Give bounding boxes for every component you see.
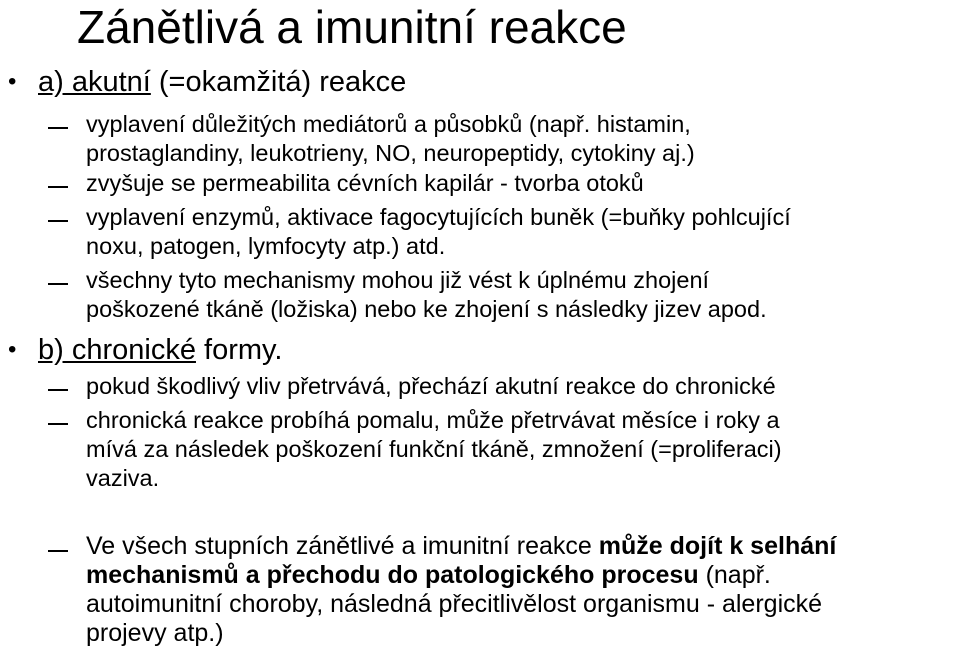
dash-icon [48,220,68,222]
section-a-item-4 [86,266,767,324]
section-b-item-2-line-1: chronická reakce probíhá pomalu, může přetrvávat měsíce i roky a [86,407,780,433]
section-a-item-2-line-1: zvyšuje se permeabilita cévních kapilár - tvorba otoků [86,170,644,196]
dash-icon [48,283,68,285]
section-b-heading [8,334,283,366]
final-line-3: autoimunitní choroby, následná přecitlivělost organismu - alergické [86,590,823,618]
final-line-1 [86,532,836,561]
final-line-2 [86,561,836,590]
section-a-heading [8,66,407,98]
final-bold-2: mechanismů a přechodu do patologického procesu [86,561,699,589]
section-a-suffix: (=okamžitá) reakce [150,66,407,98]
dash-icon [48,423,68,425]
section-b-item-2-line-2: mívá za následek poškození funkční tkáně, zmnožení (=proliferaci) [86,436,782,462]
dash-icon [48,127,68,129]
section-a-item-3 [86,203,791,261]
dash-icon [48,550,68,552]
section-a-item-1-line-1: vyplavení důležitých mediátorů a působků (např. histamin, [86,111,691,137]
final-statement [86,532,836,648]
bullet-icon: • [8,68,17,95]
bullet-icon: • [8,336,17,363]
final-line-4: projevy atp.) [86,619,224,647]
section-b-suffix: formy. [195,334,283,366]
slide-title: Zánětlivá a imunitní reakce [77,1,627,53]
section-a-item-4-line-1: všechny tyto mechanismy mohou již vést k úplnému zhojení [86,267,710,293]
section-a-item-4-line-2: poškozené tkáně (ložiska) nebo ke zhojení s následky jizev apod. [86,296,767,322]
section-b-item-2 [86,406,782,493]
section-a-item-2 [86,169,644,198]
section-a-item-3-line-1: vyplavení enzymů, aktivace fagocytujících buněk (=buňky pohlcující [86,204,791,230]
section-b-item-1-line-1: pokud škodlivý vliv přetrvává, přechází akutní reakce do chronické [86,373,776,399]
section-a-item-1 [86,110,695,168]
section-b-item-1 [86,372,776,401]
final-text-1: Ve všech stupních zánětlivé a imunitní reakce [86,532,599,560]
dash-icon [48,389,68,391]
final-bold-1: může dojít k selhání [598,532,837,560]
section-b-label: b) chronické [38,334,196,366]
dash-icon [48,186,68,188]
section-a-label: a) akutní [38,66,151,98]
section-a-item-3-line-2: noxu, patogen, lymfocyty atp.) atd. [86,233,446,259]
section-a-item-1-line-2: prostaglandiny, leukotrieny, NO, neuropeptidy, cytokiny aj.) [86,140,695,166]
final-text-2: (např. [698,561,771,589]
section-b-item-2-line-3: vaziva. [86,465,160,491]
